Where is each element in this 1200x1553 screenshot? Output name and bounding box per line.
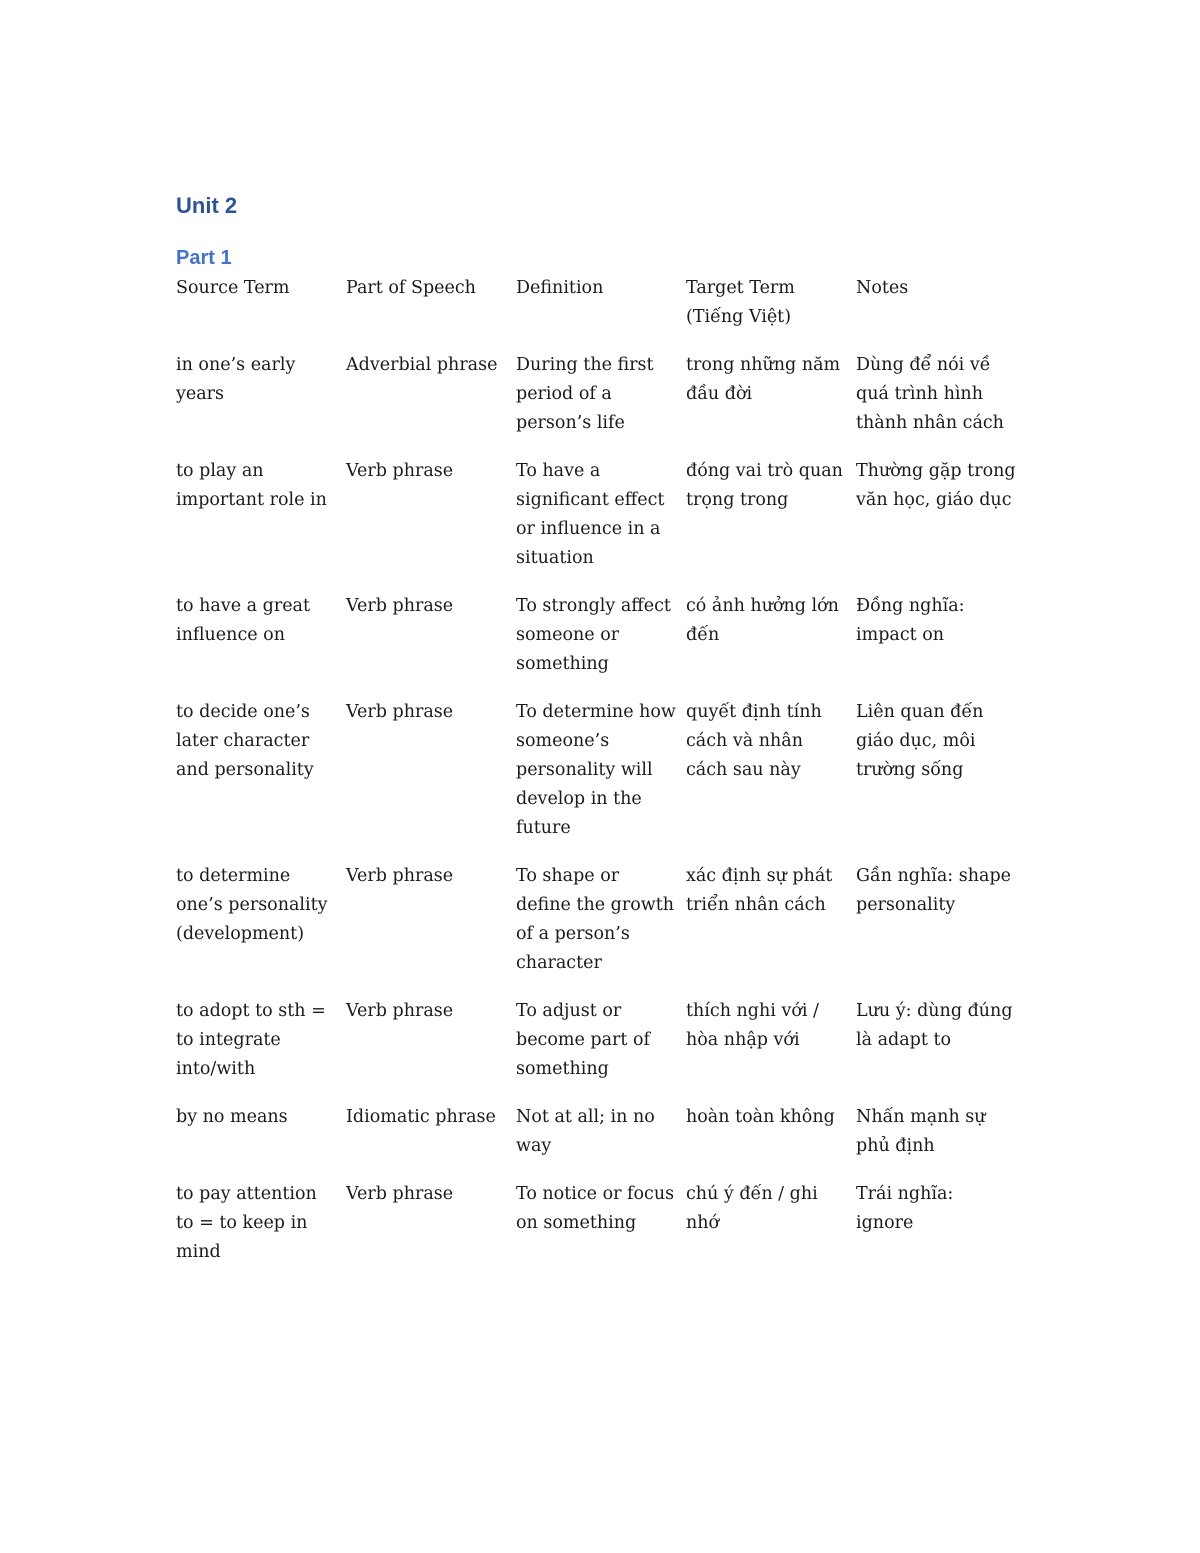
table-row [176, 997, 1026, 1103]
section-heading: Part 1 [176, 247, 232, 269]
cell-definition: To notice or focus on something [516, 1184, 675, 1233]
cell-part-of-speech: Verb phrase [346, 702, 454, 722]
table-row [176, 698, 1026, 862]
cell-source-term: to decide one’s later character and personality [176, 702, 314, 780]
table-row [176, 1103, 1026, 1180]
cell-definition: To have a significant effect or influence in a situation [516, 461, 665, 568]
header-part-of-speech: Part of Speech [346, 278, 476, 298]
cell-notes: Thường gặp trong văn học, giáo dục [856, 461, 1016, 510]
cell-part-of-speech: Verb phrase [346, 1001, 454, 1021]
cell-definition: To adjust or become part of something [516, 1001, 651, 1079]
cell-source-term: to adopt to sth = to integrate into/with [176, 1001, 326, 1079]
table-row [176, 351, 1026, 457]
header-target-term: Target Term (Tiếng Việt) [686, 278, 795, 327]
cell-part-of-speech: Verb phrase [346, 1184, 454, 1204]
table-row [176, 457, 1026, 592]
cell-source-term: to have a great influence on [176, 596, 311, 645]
cell-definition: Not at all; in no way [516, 1107, 655, 1156]
cell-target-term: hoàn toàn không [686, 1107, 835, 1127]
cell-notes: Trái nghĩa: ignore [856, 1184, 954, 1233]
cell-target-term: chú ý đến / ghi nhớ [686, 1184, 818, 1233]
cell-target-term: thích nghi với / hòa nhập với [686, 1001, 819, 1050]
cell-source-term: to play an important role in [176, 461, 327, 510]
cell-source-term: to pay attention to = to keep in mind [176, 1184, 317, 1262]
document-title: Unit 2 [176, 193, 238, 218]
cell-notes: Dùng để nói về quá trình hình thành nhân cách [856, 355, 1004, 433]
cell-notes: Đồng nghĩa: impact on [856, 596, 965, 645]
table-row [176, 1180, 1026, 1286]
header-source-term: Source Term [176, 278, 290, 298]
cell-definition: During the first period of a person’s life [516, 355, 654, 433]
cell-notes: Lưu ý: dùng đúng là adapt to [856, 1001, 1013, 1050]
cell-notes: Gần nghĩa: shape personality [856, 866, 1012, 915]
cell-source-term: in one’s early years [176, 355, 296, 404]
cell-source-term: to determine one’s personality (development) [176, 866, 328, 944]
header-notes: Notes [856, 278, 909, 298]
cell-part-of-speech: Verb phrase [346, 596, 454, 616]
table-header-row [176, 274, 1026, 351]
cell-part-of-speech: Verb phrase [346, 866, 454, 886]
cell-part-of-speech: Idiomatic phrase [346, 1107, 496, 1127]
cell-source-term: by no means [176, 1107, 288, 1127]
table-row [176, 592, 1026, 698]
table-row [176, 862, 1026, 997]
header-definition: Definition [516, 278, 604, 298]
cell-definition: To strongly affect someone or something [516, 596, 671, 674]
cell-part-of-speech: Verb phrase [346, 461, 454, 481]
cell-part-of-speech: Adverbial phrase [346, 355, 498, 375]
glossary-table [176, 274, 1026, 1286]
cell-definition: To determine how someone’s personality will develop in the future [516, 702, 676, 838]
cell-notes: Nhấn mạnh sự phủ định [856, 1107, 986, 1156]
cell-target-term: trong những năm đầu đời [686, 355, 841, 404]
cell-target-term: quyết định tính cách và nhân cách sau này [686, 702, 822, 780]
cell-target-term: đóng vai trò quan trọng trong [686, 461, 843, 510]
cell-target-term: có ảnh hưởng lớn đến [686, 596, 839, 645]
cell-notes: Liên quan đến giáo dục, môi trường sống [856, 702, 984, 780]
document-page [176, 186, 1026, 1286]
cell-target-term: xác định sự phát triển nhân cách [686, 866, 833, 915]
cell-definition: To shape or define the growth of a person’s character [516, 866, 675, 973]
